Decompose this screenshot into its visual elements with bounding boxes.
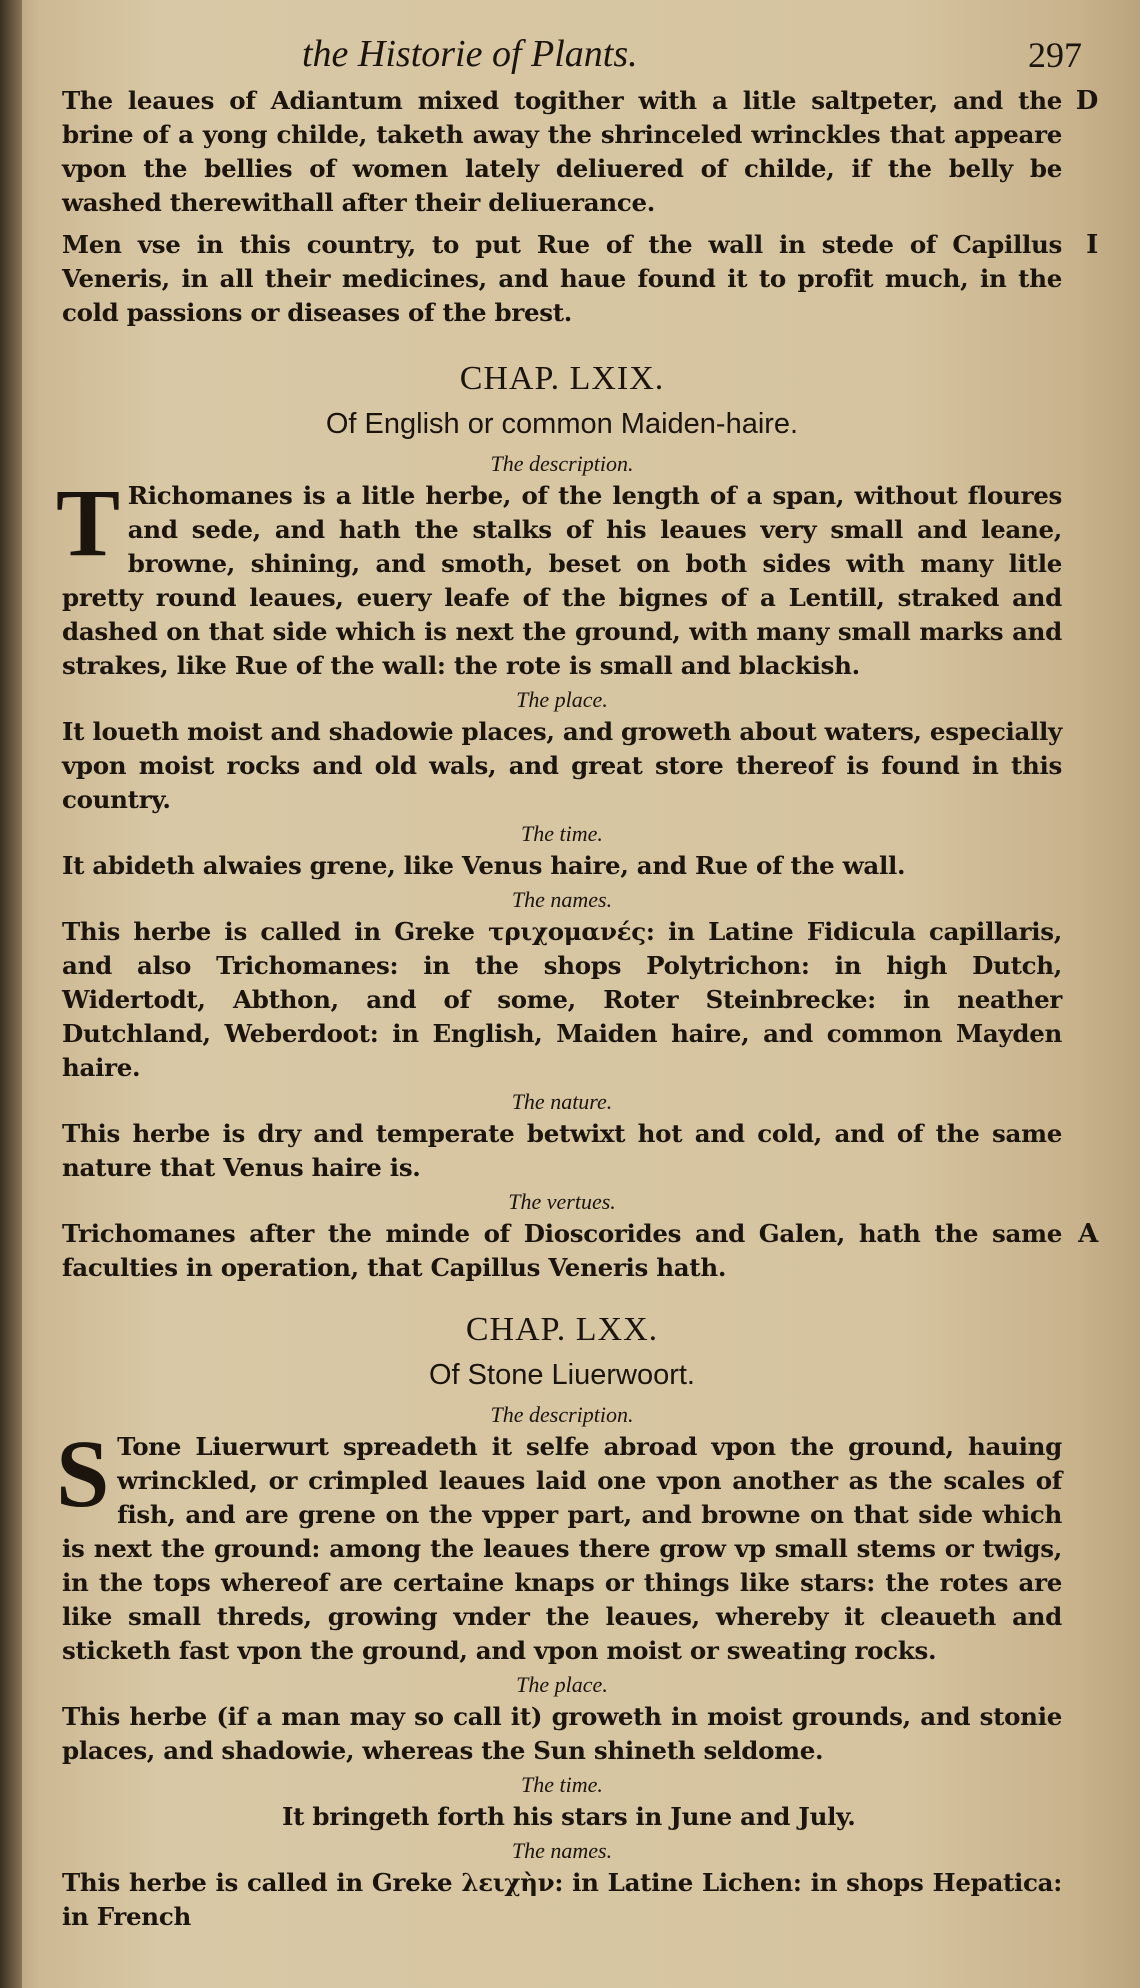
margin-letter-a: A bbox=[1078, 1219, 1098, 1249]
vertues-paragraph-69 bbox=[62, 1217, 1098, 1285]
description-label-70: The description. bbox=[490, 1402, 634, 1427]
time-text-70: It bringeth forth his stars in June and July. bbox=[282, 1802, 856, 1831]
description-text-69: Richomanes is a litle herbe, of the length of a span, without floures and sede, and hath the stalks of his leaues very small and leane, browne, shining, and smoth, beset on both sides with many litle pretty round leaues, euery leafe of the bignes of a Lentill, straked and dashed on that side which is next the ground, with many small marks and strakes, like Rue of the wall: the rote is small and blackish. bbox=[62, 481, 1062, 680]
running-title: the Historie of Plants. bbox=[302, 33, 638, 75]
margin-letter-i: I bbox=[1086, 230, 1098, 260]
place-label-69: The place. bbox=[516, 687, 608, 712]
names-label-70: The names. bbox=[511, 1838, 613, 1863]
time-text-69: It abideth alwaies grene, like Venus haire, and Rue of the wall. bbox=[62, 851, 906, 880]
running-head bbox=[62, 32, 1082, 84]
nature-label-69: The nature. bbox=[511, 1089, 613, 1114]
intro-paragraph-2 bbox=[62, 228, 1098, 330]
vertues-label-69: The vertues. bbox=[508, 1189, 616, 1214]
intro-paragraph-2-text: Men vse in this country, to put Rue of the wall in stede of Capillus Veneris, in all their medicines, and haue found it to profit much, in the cold passions or diseases of the brest. bbox=[62, 230, 1062, 327]
description-paragraph-69 bbox=[56, 469, 1062, 683]
chapter-heading-69: CHAP. LXIX. bbox=[459, 360, 665, 397]
time-label-69: The time. bbox=[521, 821, 603, 846]
page-content bbox=[56, 32, 1098, 1934]
place-label-70: The place. bbox=[516, 1672, 608, 1697]
names-text-69: This herbe is called in Greke τριχομανές: in Latine Fidicula capillaris, and also Trichomanes: in the shops Polytrichon: in high Dutch, Widertodt, Abthon, and of some, Roter Steinbrecke: in neather Dutchland, Weberdoot: in English, Maiden haire, and common Mayden haire. bbox=[62, 917, 1062, 1082]
place-text-69: It loueth moist and shadowie places, and groweth about waters, especially vpon moist rocks and old wals, and great store thereof is found in this country. bbox=[62, 717, 1062, 814]
names-text-70: This herbe is called in Greke λειχὴν: in Latine Lichen: in shops Hepatica: in French bbox=[62, 1868, 1062, 1931]
chapter-title-69: Of English or common Maiden-haire. bbox=[325, 408, 799, 440]
chapter-heading-70: CHAP. LXX. bbox=[465, 1311, 659, 1348]
drop-cap-s: S bbox=[56, 1420, 110, 1527]
description-label-69: The description. bbox=[490, 451, 634, 476]
place-text-70: This herbe (if a man may so call it) groweth in moist grounds, and stonie places, and shadowie, whereas the Sun shineth seldome. bbox=[62, 1702, 1062, 1765]
book-gutter bbox=[0, 0, 22, 1988]
intro-paragraph-1-text: The leaues of Adiantum mixed togither with a litle saltpeter, and the brine of a yong childe, taketh away the shrinceled wrinckles that appeare vpon the bellies of women lately deliuered of childe, if the belly be washed therewithall after their deliuerance. bbox=[62, 86, 1062, 217]
time-label-70: The time. bbox=[521, 1772, 603, 1797]
description-paragraph-70 bbox=[56, 1420, 1062, 1668]
drop-cap-t: T bbox=[56, 469, 120, 576]
nature-text-69: This herbe is dry and temperate betwixt hot and cold, and of the same nature that Venus haire is. bbox=[62, 1119, 1062, 1182]
vertues-text-69: Trichomanes after the minde of Dioscorides and Galen, hath the same faculties in operation, that Capillus Veneris hath. bbox=[62, 1219, 1062, 1282]
margin-letter-d: D bbox=[1075, 86, 1098, 116]
names-label-69: The names. bbox=[511, 887, 613, 912]
chapter-title-70: Of Stone Liuerwoort. bbox=[429, 1359, 695, 1391]
page-number: 297 bbox=[1028, 35, 1082, 75]
description-text-70: Tone Liuerwurt spreadeth it selfe abroad vpon the ground, hauing wrinckled, or crimpled leaues laid one vpon another as the scales of fish, and are grene on the vpper part, and browne on that side which is next the ground: among the leaues there grow vp small stems or twigs, in the tops whereof are certaine knaps or things like stars: the rotes are like small threds, growing vnder the leaues, whereby it cleaueth and sticketh fast vpon the ground, and vpon moist or sweating rocks. bbox=[62, 1432, 1062, 1665]
intro-paragraph-1 bbox=[62, 84, 1098, 220]
